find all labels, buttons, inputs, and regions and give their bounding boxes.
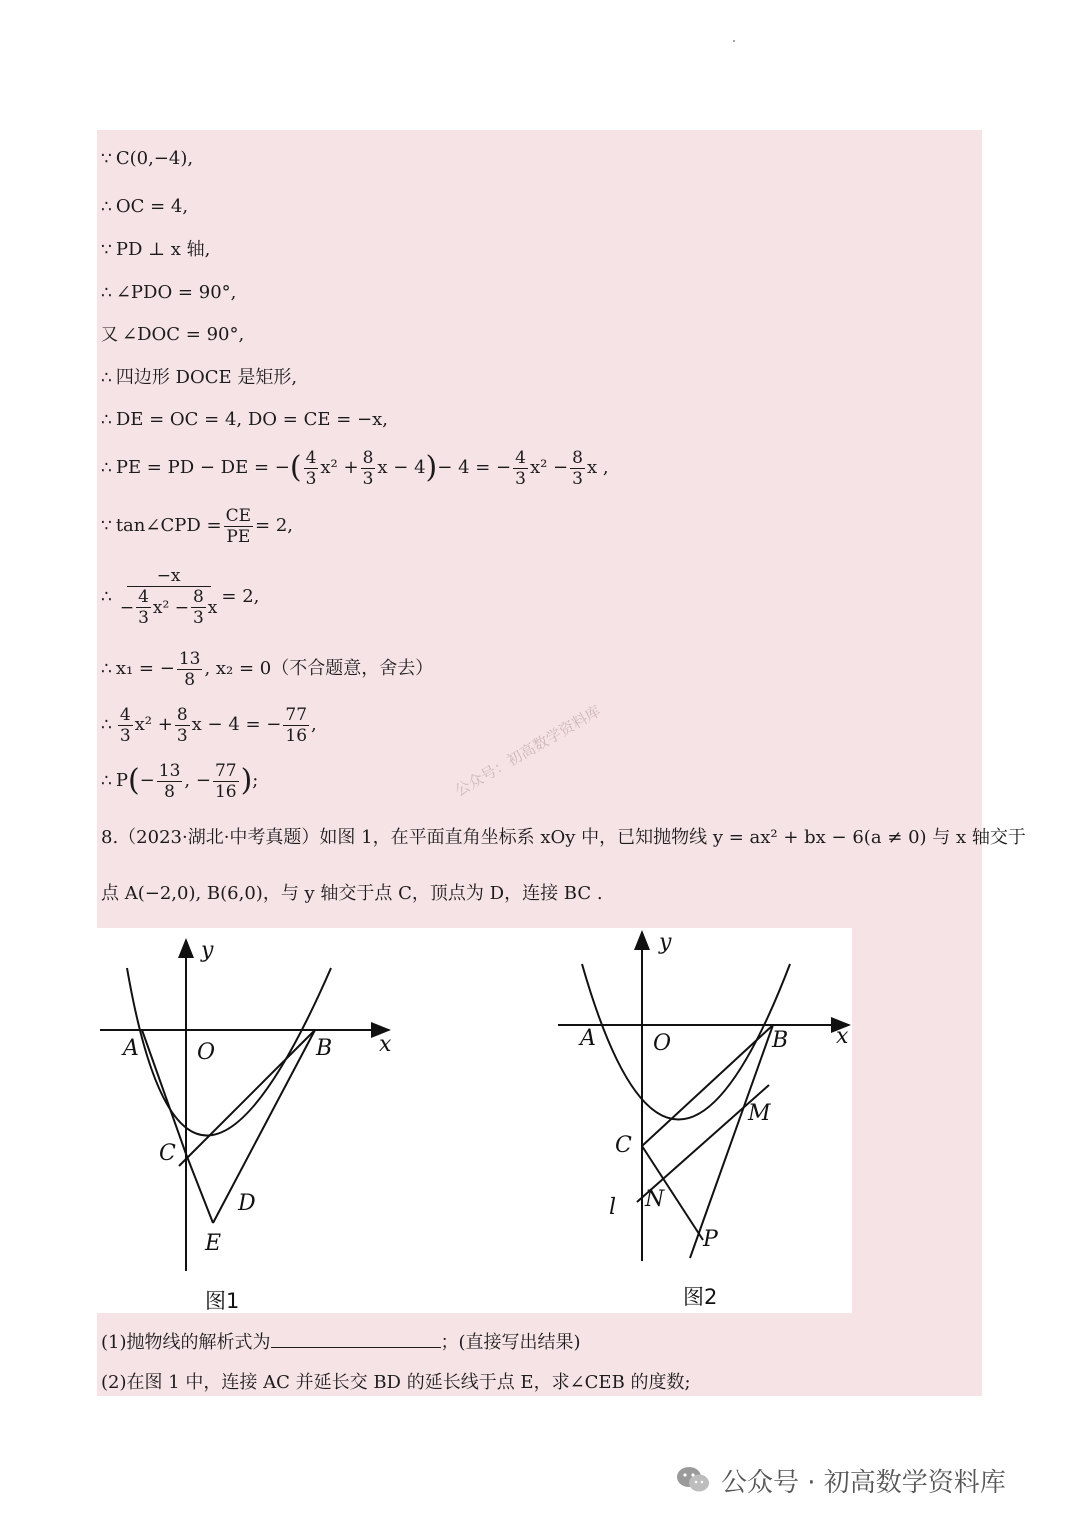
fig1-parabola <box>127 968 331 1136</box>
fig2-label-N: N <box>645 1187 665 1212</box>
step-10: ∴ −x − $\frac{4}{3}$ x² − $\frac{8}{3}$ x = 2, <box>101 566 260 628</box>
fig2-label-O: O <box>653 1031 672 1056</box>
step-13: ∴ P ( − $\frac{13}{8}$ , − $\frac{77}{16}$ ) ; <box>101 760 259 802</box>
step-5: 又 ∠DOC = 90°, <box>101 324 245 345</box>
wechat-icon <box>675 1465 711 1495</box>
fig1-label-E: E <box>205 1231 222 1256</box>
step-4: ∴ ∠PDO = 90°, <box>101 282 237 303</box>
fig2-caption: 图2 <box>683 1285 718 1309</box>
fig1-caption: 图1 <box>205 1289 240 1313</box>
answer-blank[interactable] <box>271 1329 441 1348</box>
frac-8-3: $\frac{8}{3}$ <box>362 447 374 489</box>
problem-line-2: 点 A(−2,0), B(6,0)，与 y 轴交于点 C，顶点为 D，连接 BC . <box>101 883 603 904</box>
fig2-label-y: y <box>659 930 672 955</box>
fig1-label-D: D <box>238 1191 256 1216</box>
question-1: (1)抛物线的解析式为 ；(直接写出结果) <box>101 1329 581 1355</box>
step-2: ∴ OC = 4, <box>101 196 189 217</box>
figures-svg <box>97 928 852 1313</box>
figure-1 <box>100 940 389 1271</box>
step-6: ∴ 四边形 DOCE 是矩形, <box>101 367 298 388</box>
fig2-label-x: x <box>836 1024 849 1049</box>
fig1-label-x: x <box>379 1032 392 1057</box>
frac-4-3: $\frac{4}{3}$ <box>305 447 317 489</box>
frac-8-3-b: $\frac{8}{3}$ <box>572 447 583 489</box>
problem-line-1: 8.（2023·湖北·中考真题）如图 1，在平面直角坐标系 xOy 中，已知抛物线 y = ax² + bx − 6(a ≠ 0) 与 x 轴交于 <box>101 827 1026 848</box>
step-8: ∴ PE = PD − DE = − ( $\frac{4}{3}$ x² + $\frac{8}{3}$ x − 4 ) − 4 = − $\frac{4}{3}$ x² − $\frac{8}{3}$ x , <box>101 447 609 489</box>
step-12: ∴ $\frac{4}{3}$ x² + $\frac{8}{3}$ x − 4 = − $\frac{77}{16}$ , <box>101 704 317 746</box>
frac-ce-pe: $\frac{CE}{PE}$ <box>225 505 252 547</box>
step-9: ∵ tan∠CPD = $\frac{CE}{PE}$ = 2, <box>101 505 293 547</box>
complex-fraction: −x − $\frac{4}{3}$ x² − $\frac{8}{3}$ x <box>119 566 218 628</box>
figure-2 <box>558 932 849 1261</box>
step-11: ∴ x₁ = − $\frac{13}{8}$ , x₂ = 0（不合题意，舍去） <box>101 648 434 690</box>
fig1-label-y: y <box>201 938 214 963</box>
figures <box>97 928 852 1313</box>
step-3: ∵ PD ⊥ x 轴, <box>101 239 211 260</box>
footer-brand <box>675 1458 1006 1502</box>
fig1-label-A: A <box>123 1036 139 1061</box>
frac-4-3-b: $\frac{4}{3}$ <box>515 447 526 489</box>
fig2-label-P: P <box>703 1227 718 1252</box>
fig1-label-B: B <box>316 1036 333 1061</box>
fig2-label-l: l <box>609 1195 617 1220</box>
fig1-line-CE <box>186 1154 213 1223</box>
fig2-label-M: M <box>748 1101 771 1126</box>
fig1-labels <box>121 938 392 1256</box>
step-1: ∵ C(0,−4), <box>101 148 194 169</box>
fig2-label-B: B <box>772 1028 789 1053</box>
fig2-labels <box>578 930 849 1252</box>
question-2: (2)在图 1 中，连接 AC 并延长交 BD 的延长线于点 E，求∠CEB 的度数; <box>101 1372 691 1393</box>
page-dot <box>733 40 735 42</box>
fig2-line-BP <box>690 1025 773 1258</box>
fig2-label-A: A <box>580 1026 596 1051</box>
fig2-parabola <box>582 964 790 1120</box>
step-7: ∴ DE = OC = 4, DO = CE = −x, <box>101 409 388 430</box>
fig1-label-C: C <box>159 1141 176 1166</box>
fig1-line-BE <box>213 1030 315 1223</box>
fig1-line-AC <box>142 1030 186 1154</box>
watermark-text: 公众号：初高数学资料库 <box>451 701 604 800</box>
fig2-label-C: C <box>615 1133 632 1158</box>
footer-text: 公众号 · 初高数学资料库 <box>721 1467 1006 1498</box>
fig1-label-O: O <box>197 1040 216 1065</box>
